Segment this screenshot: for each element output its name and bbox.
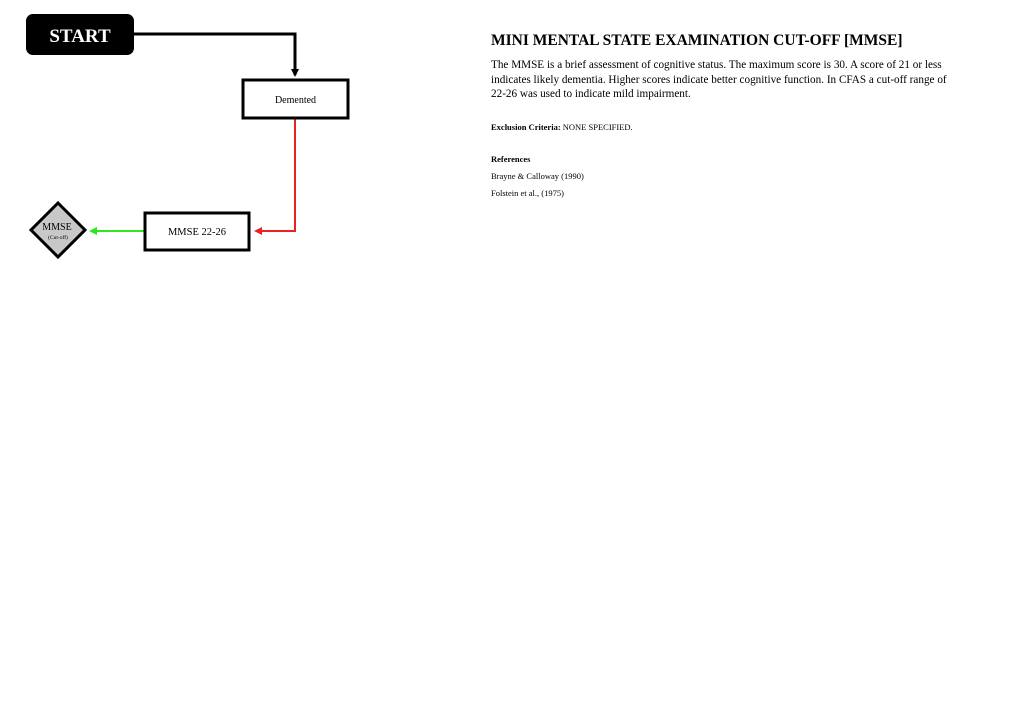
connector-demented-to-mmse-range (256, 119, 295, 231)
exclusion-value: NONE SPECIFIED. (562, 121, 633, 132)
info-title: MINI MENTAL STATE EXAMINATION CUT-OFF [MMSE] (491, 32, 903, 49)
start-label: START (49, 26, 111, 47)
terminal-label: MMSE (42, 222, 72, 233)
mmse-cutoff-terminal[interactable] (31, 203, 85, 257)
info-description: The MMSE is a brief assessment of cognitive status. The maximum score is 30. A score of 21 or less indicates likely dementia. Higher scores indicate better cognitive function. In CFAS a cut-off range of 22-26 was used to indicate mild impairment. (491, 59, 947, 100)
mmse-range-label: MMSE 22-26 (167, 227, 227, 238)
flowchart (0, 0, 440, 300)
reference-item: Folstein et al., (1975) (491, 187, 564, 198)
terminal-sublabel: (Cut-off) (48, 235, 68, 241)
demented-node[interactable] (243, 80, 348, 118)
info-panel (491, 32, 961, 198)
start-node[interactable] (26, 14, 134, 55)
references-heading: References (491, 153, 531, 164)
connector-start-to-demented (134, 34, 295, 75)
exclusion-label: Exclusion Criteria: (491, 121, 561, 132)
mmse-range-node[interactable] (145, 213, 249, 250)
exclusion-criteria (491, 122, 961, 132)
reference-item: Brayne & Calloway (1990) (491, 170, 584, 181)
demented-label: Demented (274, 95, 317, 106)
